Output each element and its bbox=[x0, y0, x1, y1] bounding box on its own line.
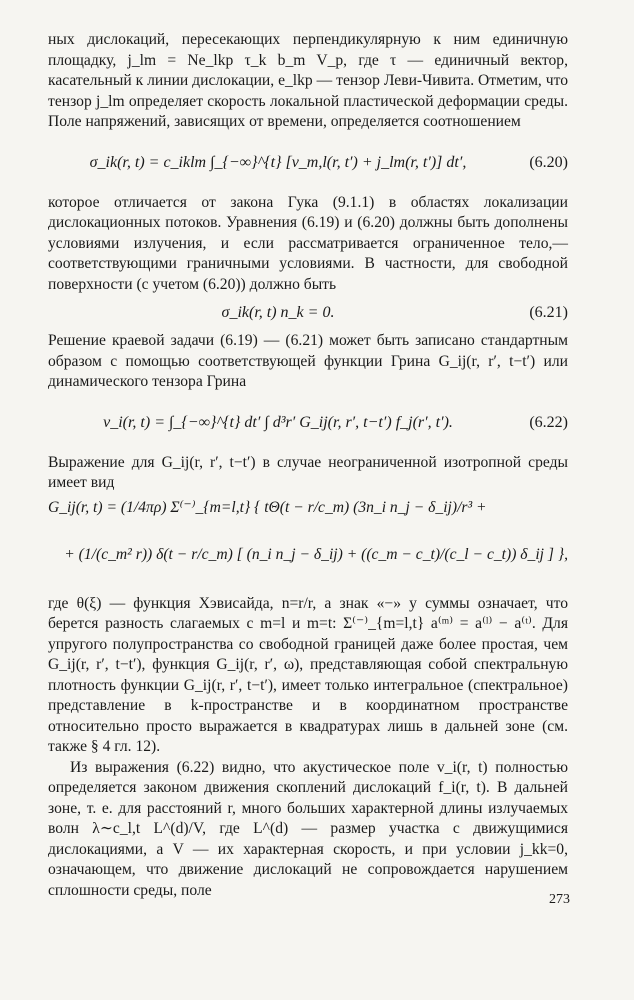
page-number: 273 bbox=[549, 892, 570, 907]
equation-6-22-number: (6.22) bbox=[529, 413, 568, 431]
paragraph-2: которое отличается от закона Гука (9.1.1) в областях локализации дислокационных потоков. Уравнения (6.19) и (6.20) должны быть дополнены условиями излучения, и если рассматривается ограниченное тело,— соответствующими граничными условиями. В частности, для свободной поверхности (с учетом (6.20)) должно быть bbox=[48, 193, 568, 293]
green-function-row-1: G_ij(r, t) = (1/4πρ) Σ⁽⁻⁾_{m=l,t} { tΘ(t − r/c_m) (3n_i n_j − δ_ij)/r³ + bbox=[48, 498, 487, 516]
equation-6-20-number: (6.20) bbox=[529, 153, 568, 171]
green-function-row-2: + (1/(c_m² r)) δ(t − r/c_m) [ (n_i n_j − δ_ij) + ((c_m − c_t)/(c_l − c_t)) δ_ij ] }, bbox=[64, 545, 568, 563]
equation-6-21-body: σ_ik(r, t) n_k = 0. bbox=[221, 304, 335, 321]
equation-6-21 bbox=[48, 295, 568, 331]
equation-6-22 bbox=[48, 393, 568, 453]
page-content bbox=[48, 30, 568, 901]
equation-6-20-body: σ_ik(r, t) = c_iklm ∫_{−∞}^{t} [v_m,l(r, t′) + j_lm(r, t′)] dt′, bbox=[89, 153, 467, 171]
equation-6-20 bbox=[48, 133, 568, 193]
equation-6-22-body: v_i(r, t) = ∫_{−∞}^{t} dt′ ∫ d³r′ G_ij(r, r′, t−t′) f_j(r′, t′). bbox=[103, 413, 453, 431]
green-function-equation bbox=[48, 494, 568, 594]
paragraph-1: ных дислокаций, пересекающих перпендикулярную к ним единичную площадку, j_lm = Ne_lkp τ_k b_m V_p, где τ — единичный вектор, касательный к линии дислокации, e_lkp — тензор Леви-Чивита. Отметим, что тензор j_lm определяет скорость локальной пластической деформации среды. Поле напряжений, зависящих от времени, определяется соотношением bbox=[48, 31, 568, 130]
paragraph-6: Из выражения (6.22) видно, что акустическое поле v_i(r, t) полностью определяется законом движения скоплений дислокаций f_i(r, t). В дальней зоне, т. е. для расстояний r, много больших характерной длины излучаемых волн λ∼c_l,t L^(d)/V, где L^(d) — размер участка с движущимися дислокациями, а V — их характерная скорость, и при условии j_kk=0, означающем, что движение дислокаций не сопровождается нарушением сплошности среды, поле bbox=[48, 758, 568, 899]
equation-6-21-number: (6.21) bbox=[529, 304, 568, 321]
paragraph-3: Решение краевой задачи (6.19) — (6.21) может быть записано стандартным образом с помощью соответствующей функции Грина G_ij(r, r′, t−t′) или динамического тензора Грина bbox=[48, 332, 568, 390]
paragraph-5: где θ(ξ) — функция Хэвисайда, n=r/r, а знак «−» у суммы означает, что берется разность слагаемых с m=l и m=t: Σ⁽⁻⁾_{m=l,t} a⁽ᵐ⁾ = a⁽ˡ⁾ − a⁽ᵗ⁾. Для упругого полупространства со свободной границей даже более простая, чем G_ij(r, r′, t−t′), функция G_ij(r, r′, ω), представляющая собой спектральную плотность функции G_ij(r, r′, t−t′), имеет только интегральное (спектральное) представление в k-пространстве и в координатном пространстве относительно просто выражается в квадратурах лишь в дальней зоне (см. также § 4 гл. 12). bbox=[48, 594, 568, 755]
paragraph-4: Выражение для G_ij(r, r′, t−t′) в случае неограниченной изотропной среды имеет вид bbox=[48, 453, 568, 491]
